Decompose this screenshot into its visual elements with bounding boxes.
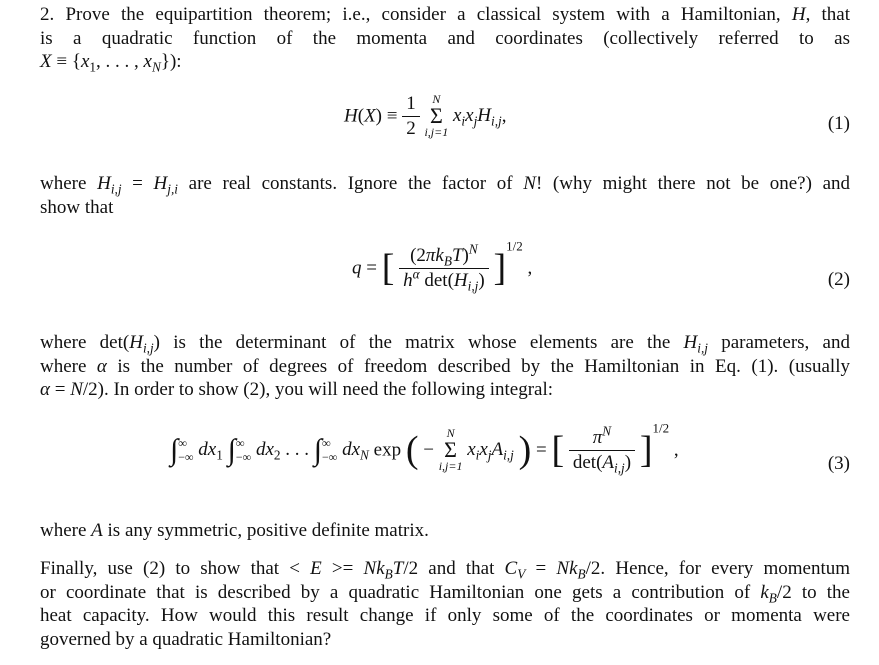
where-paragraph-2 — [40, 331, 850, 402]
where1-line-2: show that — [40, 196, 114, 218]
where3-line-1: where A is any symmetric, positive definite matrix. — [40, 520, 429, 541]
intro-line-1: 2. Prove the equipartition theorem; i.e., consider a classical system with a Hamiltonian, H, that — [40, 4, 851, 25]
final-paragraph — [40, 557, 850, 651]
where1-line-1: where $H_{i,j} = H_{j,i}$ are real constants. Ignore the factor of N! (why might there not be one?) and — [40, 173, 850, 197]
intro-line-3: $X \equiv \{x_1$, . . . , $x_N$}): — [40, 51, 182, 75]
final-line-3: heat capacity. How would this result change if only some of the coordinates or momenta were — [40, 605, 850, 626]
where-paragraph-3 — [40, 519, 850, 543]
equation-3: ∫∞ −∞ $dx_1$ ∫∞ −∞ $dx_2$ . . . ∫∞ −∞ $dx_N$ exp ( − N Σ i,j=1 $x_ix_jA_{i,j}$ ) = [ $\frac{\pi^N}{\det(A_{i,j})}$ ]$^{1/2}$ , — [170, 420, 679, 476]
intro-line-2: is a quadratic function of the momenta and coordinates (collectively referred to as — [40, 27, 850, 49]
final-line-1: Finally, use (2) to show that < $E >= Nk_BT/2$ and that $C_V = Nk_B/2$. Hence, for every momentum — [40, 558, 851, 582]
equation-3-number: (3) — [827, 453, 850, 474]
where-paragraph-1 — [40, 172, 850, 219]
equation-2-number: (2) — [827, 269, 850, 290]
where2-line-2: where α is the number of degrees of freedom described by the Hamiltonian in Eq. (1). (usually — [40, 355, 850, 377]
where2-line-3: α = N/2). In order to show (2), you will need the following integral: — [40, 379, 554, 400]
final-line-4: governed by a quadratic Hamiltonian? — [40, 628, 332, 650]
equation-1: H(X) ≡ $\frac{1}{2}$ N Σ i,j=1 $x_ix_jH_{i,j}$, — [344, 92, 507, 139]
where2-line-1: where $\det(H_{i,j})$ is the determinant of the matrix whose elements are the $H_{i,j}$ parameters, and — [40, 332, 850, 356]
equation-1-number: (1) — [827, 113, 850, 134]
intro-paragraph — [40, 3, 850, 74]
equation-2: q = [ $\frac{(2\pi k_BT)^N}{h^\alpha \det(H_{i,j})}$ ]$^{1/2}$ , — [352, 238, 533, 294]
final-line-2: or coordinate that is described by a quadratic Hamiltonian one gets a contribution of $k_B/2$ to the — [40, 581, 850, 606]
